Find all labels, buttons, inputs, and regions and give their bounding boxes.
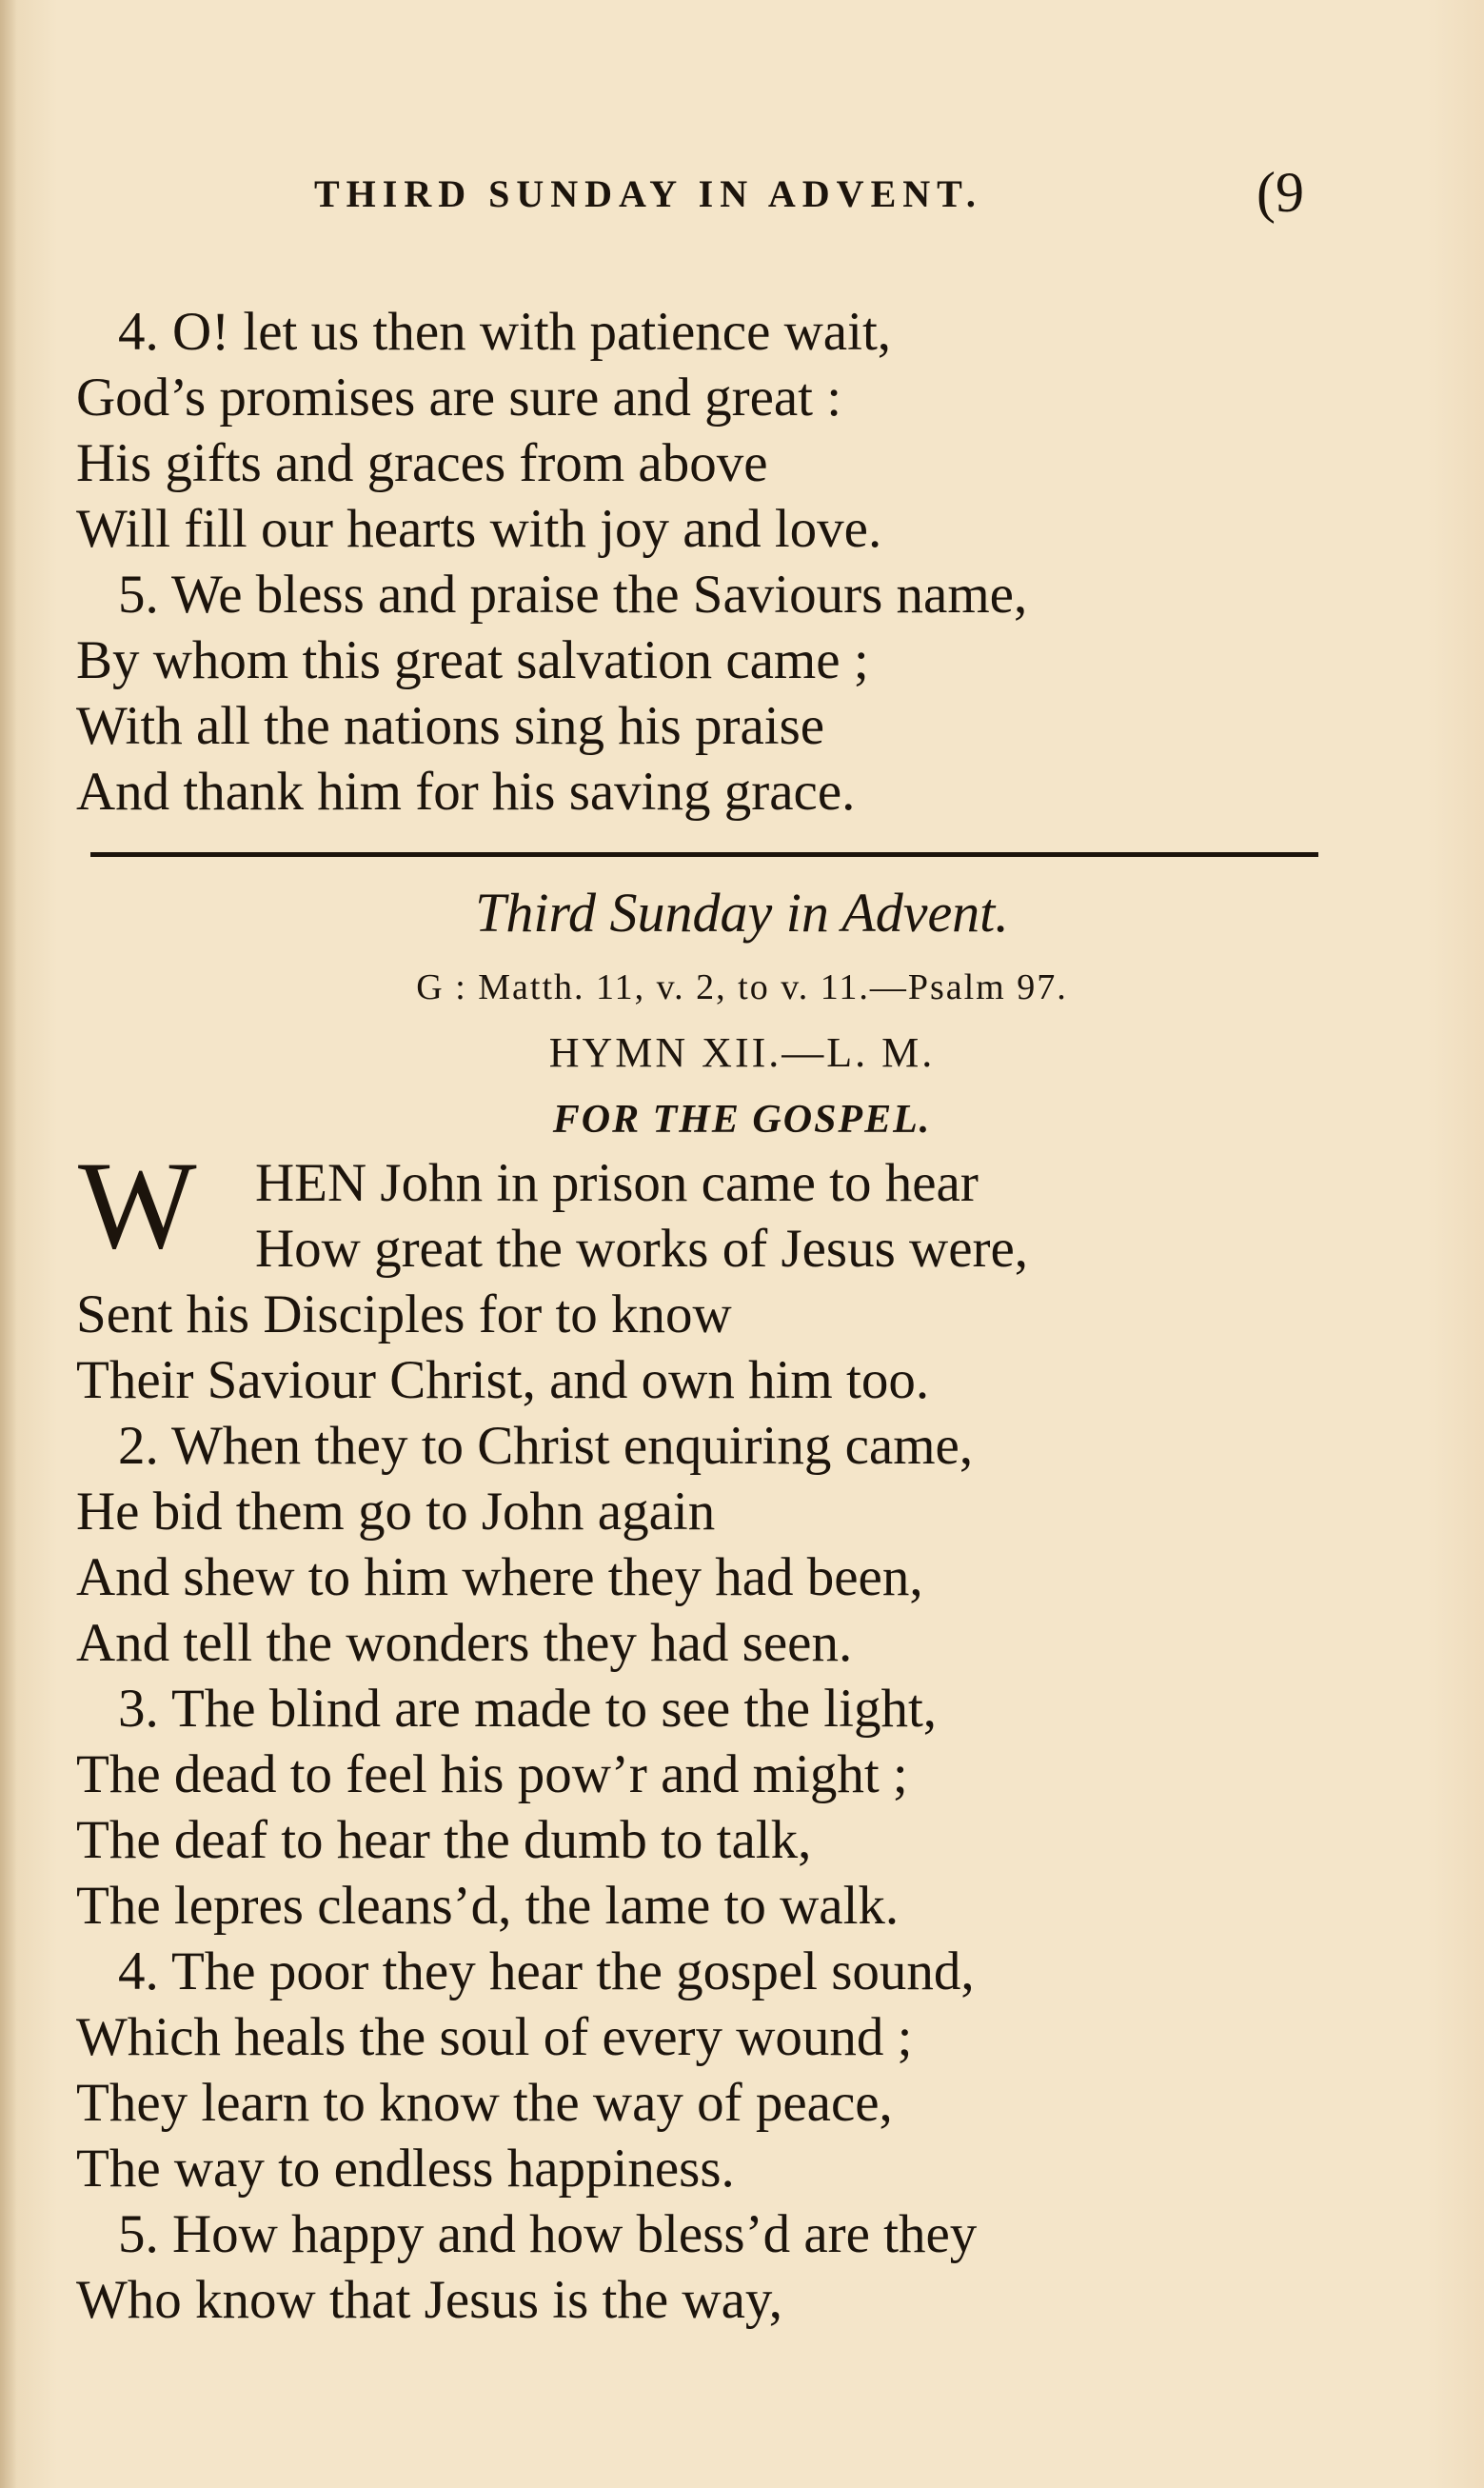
verse-line: 5. How happy and how bless’d are they	[118, 2204, 978, 2264]
binding-shadow	[0, 0, 17, 2488]
verse-line: 5. We bless and praise the Saviours name,	[118, 565, 1028, 625]
verse-line: 4. The poor they hear the gospel sound,	[118, 1941, 975, 2001]
verse-line: 2. When they to Christ enquiring came,	[118, 1416, 974, 1476]
verse-line: Their Saviour Christ, and own him too.	[76, 1350, 930, 1410]
hymn-line: HEN John in prison came to hear	[255, 1153, 979, 1213]
section-title: Third Sunday in Advent.	[475, 882, 1009, 944]
verse-line: His gifts and graces from above	[76, 433, 768, 493]
drop-cap: W	[78, 1135, 197, 1275]
verse-line: The lepres cleans’d, the lame to walk.	[76, 1876, 900, 1936]
verse-line: He bid them go to John again	[76, 1482, 716, 1542]
running-header: THIRD SUNDAY IN ADVENT.	[314, 172, 982, 215]
hymn-title: HYMN XII.—L. M.	[548, 1029, 936, 1076]
verse-line: 3. The blind are made to see the light,	[118, 1679, 938, 1739]
verse-line: The deaf to hear the dumb to talk,	[76, 1810, 812, 1870]
verse-line: The dead to feel his pow’r and might ;	[76, 1744, 908, 1804]
verse-line: And thank him for his saving grace.	[76, 762, 856, 822]
verse-line: They learn to know the way of peace,	[76, 2073, 893, 2133]
hymn-subtitle: FOR THE GOSPEL.	[552, 1098, 932, 1142]
verse-line: By whom this great salvation came ;	[76, 630, 869, 690]
verse-line: With all the nations sing his praise	[76, 696, 825, 756]
hymn-opening-lines	[255, 1150, 1028, 1282]
verse-line: Will fill our hearts with joy and love.	[76, 499, 882, 559]
verse-line: 4. O! let us then with patience wait,	[118, 302, 892, 362]
verse-line: And tell the wonders they had seen.	[76, 1613, 853, 1673]
hymn-verses	[76, 1282, 977, 2333]
gospel-reference: G : Matth. 11, v. 2, to v. 11.—Psalm 97.	[416, 967, 1068, 1007]
page-number: (9	[1256, 161, 1304, 224]
verse-line: The way to endless happiness.	[76, 2139, 735, 2199]
section-divider	[90, 852, 1318, 857]
verse-line: Who know that Jesus is the way,	[76, 2270, 782, 2330]
verse-line: And shew to him where they had been,	[76, 1547, 923, 1607]
verse-line: God’s promises are sure and great :	[76, 368, 842, 428]
prior-hymn-verses	[76, 299, 1027, 825]
verse-line: Sent his Disciples for to know	[76, 1284, 732, 1344]
verse-line: Which heals the soul of every wound ;	[76, 2007, 913, 2067]
hymn-line: How great the works of Jesus were,	[255, 1219, 1029, 1279]
